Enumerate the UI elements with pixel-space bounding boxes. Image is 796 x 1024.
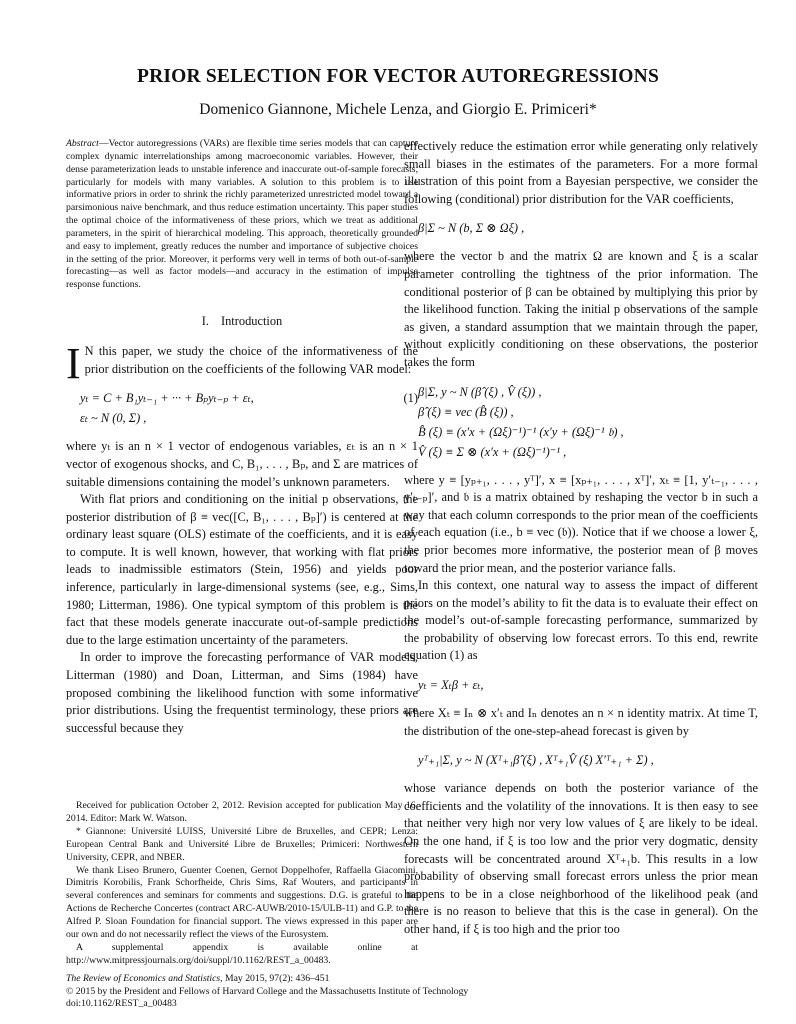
- equation-posterior-line-2: β̂ (ξ) ≡ vec (B̂ (ξ)) ,: [418, 404, 514, 419]
- equation-forecast: [404, 750, 758, 770]
- intro-paragraph: [66, 339, 418, 389]
- drop-cap: I: [66, 339, 81, 389]
- paragraph-improve: In order to improve the forecasting performance of VAR models, Litterman (1980) and Doan, Litterman, and Sims (1984) have proposed combining the likelihood function with some informative prior distributions. Using the frequentist terminology, these priors are successful because they: [66, 650, 418, 735]
- footer-doi: doi:10.1162/REST_a_00483: [66, 998, 177, 1010]
- equation-prior: [404, 218, 758, 238]
- abstract-text: —Vector autoregressions (VARs) are flexible time series models that can capture complex dynamic interrelationships among macroeconomic variables. However, their dense parameterization leads to unstable inference and inaccurate out-of-sample forecasts, particularly for models with many variables. A solution to this problem is to use informative priors in order to shrink the richly parameterized unrestricted model toward a parsimonious naive benchmark, and thus reduce estimation uncertainty. This paper studies the optimal choice of the informativeness of these priors, which we treat as additional parameters, in the spirit of hierarchical modeling. This approach, theoretically grounded and easy to implement, greatly reduces the number and importance of subjective choices in the setting of the prior. Moreover, it performs very well in terms of both out-of-sample forecasting—as well as factor models—and accuracy in the estimation of impulse response functions.: [66, 138, 418, 291]
- equation-1-line-2: εₜ ~ N (0, Σ) ,: [80, 411, 147, 426]
- note-affiliations: * Giannone: Université LUISS, Université Libre de Bruxelles, and CEPR; Lenza: European Central Bank and Université Libre de Bruxelles; Primiceri: Northwestern University, CEPR, and NBER.: [66, 825, 418, 863]
- paragraph-flat-priors: With flat priors and conditioning on the initial p observations, the posterior distribution of β ≡ vec([C, B₁, . . . , Bₚ]′) is centered at the ordinary least square (OLS) estimate of the coefficients, and it is easy to compute. It is well known, however, that working with flat priors leads to inadmissible estimators (Stein, 1956) and yields poor inference, particularly in large-dimensional systems (see, e.g., Sims, 1980; Litterman, 1986). One typical symptom of this problem is the fact that these models generate inaccurate out-of-sample predictions due to the large estimation uncertainty of the parameters.: [66, 492, 418, 647]
- section-title: Introduction: [220, 314, 283, 329]
- equation-prior-line: β|Σ ~ N (b, Σ ⊗ Ωξ) ,: [418, 221, 525, 236]
- section-number: I.: [201, 314, 209, 329]
- equation-posterior-line-1: β|Σ, y ~ N (β̂ (ξ) , V̂ (ξ)) ,: [418, 384, 542, 399]
- equation-1-number: (1): [403, 391, 418, 406]
- equation-posterior-line-3: B̂ (ξ) ≡ (x′x + (Ωξ)⁻¹)⁻¹ (x′y + (Ωξ)⁻¹ 𝔟) ,: [418, 424, 624, 439]
- note-supplement: A supplemental appendix is available online at http://www.mitpressjournals.org/doi/suppl/10.1162/REST_a_00483.: [66, 941, 418, 966]
- note-received: Received for publication October 2, 2012. Revision accepted for publication May 16, 2014. Editor: Mark W. Watson.: [66, 800, 418, 824]
- paper-authors: Domenico Giannone, Michele Lenza, and Giorgio E. Primiceri*: [199, 101, 597, 118]
- equation-posterior-line-4: V̂ (ξ) ≡ Σ ⊗ (x′x + (Ωξ)⁻¹)⁻¹ ,: [418, 444, 567, 459]
- abstract-label: Abstract: [66, 138, 99, 149]
- footer-citation: [66, 973, 666, 986]
- paragraph-right-2: where the vector b and the matrix Ω are known and ξ is a scalar parameter controlling the tightness of the prior information. The conditional posterior of β can be obtained by multiplying this prior by the likelihood function. Taking the initial p observations of the sample as given, a standard assumption that we maintain through the paper, without explicitly conditioning on these observations, the posterior takes the form: [404, 249, 758, 369]
- equation-rewrite: [404, 675, 758, 695]
- equation-1-line-1: yₜ = C + B₁yₜ₋₁ + ··· + Bₚyₜ₋ₚ + εₜ,: [80, 391, 254, 406]
- note-thanks: We thank Liseo Brunero, Guenter Coenen, Gernot Doppelhofer, Raffaella Giacomini, Dimitris Korobilis, Frank Schorfheide, Chris Sims, Raf Wouters, and participants in several conferences and seminars for comments and suggestions. D.G. is grateful to the Actions de Recherche Concertes (contract ARC-AUWB/2010-15/ULB-11) and G.P. to the Alfred P. Sloan Foundation for financial support. The views expressed in this paper are our own and do not necessarily reflect the views of the Eurosystem.: [66, 864, 418, 941]
- page-footer: [66, 973, 666, 1011]
- equation-1: [66, 388, 418, 428]
- section-heading: [66, 314, 418, 329]
- footer-issue: May 2015, 97(2): 436–451: [222, 973, 330, 984]
- paragraph-where: where yₜ is an n × 1 vector of endogenous variables, εₜ is an n × 1 vector of exogenous shocks, and C, B₁, . . . , Bₚ, and Σ are matrices of suitable dimensions containing the model’s unknown parameters.: [66, 439, 418, 489]
- paragraph-right-4: In this context, one natural way to assess the impact of different priors on the model’s ability to fit the data is to evaluate their effect on the model’s out-of-sample forecasting performance, summarized by the probability of observing low forecast errors. To this end, rewrite equation (1) as: [404, 578, 758, 663]
- equation-rewrite-line: yₜ = Xₜβ + εₜ,: [418, 678, 484, 693]
- paragraph-right-3: where y ≡ [yₚ₊₁, . . . , yᵀ]′, x ≡ [xₚ₊₁, . . . , xᵀ]′, xₜ ≡ [1, y′ₜ₋₁, . . . , y′ₜ₋ₚ]′, and 𝔟 is a matrix obtained by reshaping the vector b in such a way that each column corresponds to the prior mean of the coefficients of each equation (i.e., b ≡ vec (𝔟)). Notice that if we choose a lower ξ, the prior becomes more informative, the posterior mean of β moves toward the prior mean, and the posterior variance falls.: [404, 472, 758, 575]
- right-column: [404, 138, 758, 939]
- paper-title: PRIOR SELECTION FOR VECTOR AUTOREGRESSIONS: [136, 66, 660, 87]
- equation-posterior: [404, 382, 758, 462]
- left-column: [66, 138, 418, 737]
- footer-copyright: © 2015 by the President and Fellows of Harvard College and the Massachusetts Institute of Technology: [66, 985, 469, 997]
- paragraph-right-6: whose variance depends on both the posterior variance of the coefficients and the volatility of the innovations. It is then easy to see that neither very high nor very low values of ξ are likely to be ideal. On the one hand, if ξ is too low and the prior very dogmatic, density forecasts will be concentrated around Xᵀ₊₁b. This results in a low probability of observing small forecast errors unless the prior mean happens to be in a close neighborhood of the likelihood peak (and there is no reason to believe that this is the case in general). On the other hand, if ξ is too high and the prior too: [404, 781, 758, 936]
- abstract: [66, 138, 418, 292]
- intro-text: N this paper, we study the choice of the informativeness of the prior distribution on the coefficients of the following VAR model:: [84, 344, 418, 376]
- footer-journal: The Review of Economics and Statistics,: [66, 973, 223, 984]
- paragraph-right-1: effectively reduce the estimation error while generating only relatively small biases in the estimates of the parameters. For a more formal illustration of this point from a Bayesian perspective, we consider the following (conditional) prior distribution for the VAR coefficients,: [404, 139, 758, 206]
- paragraph-right-5: where Xₜ ≡ Iₙ ⊗ x′ₜ and Iₙ denotes an n × n identity matrix. At time T, the distribution of the one-step-ahead forecast is given by: [404, 706, 758, 738]
- equation-forecast-line: yᵀ₊₁|Σ, y ~ N (Xᵀ₊₁β̂ (ξ) , Xᵀ₊₁V̂ (ξ) X′ᵀ₊₁ + Σ) ,: [418, 753, 654, 768]
- footnotes: [66, 800, 418, 968]
